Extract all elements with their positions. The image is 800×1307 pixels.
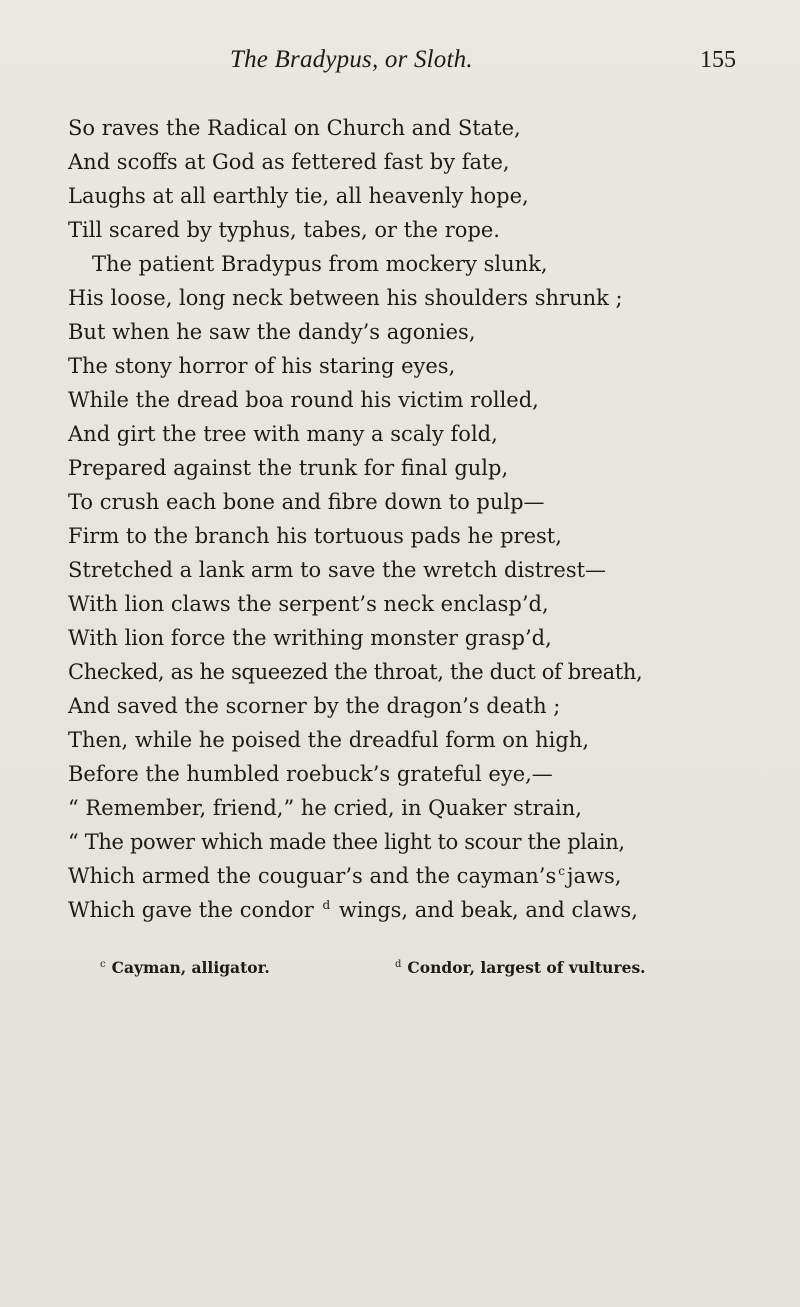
poem-line: To crush each bone and fibre down to pulp— bbox=[68, 490, 545, 514]
poem-line: Then, while he poised the dreadful form on high, bbox=[68, 728, 590, 752]
poem-line: But when he saw the dandy’s agonies, bbox=[68, 320, 476, 344]
poem-line: Prepared against the trunk for final gulp, bbox=[68, 456, 509, 480]
page-number: 155 bbox=[700, 47, 736, 73]
poem-line: And scoffs at God as fettered fast by fate, bbox=[68, 150, 510, 174]
poem-line-text: jaws, bbox=[566, 864, 622, 888]
poem-line: With lion force the writhing monster grasp’d, bbox=[68, 626, 552, 650]
footnote-marker: c bbox=[558, 864, 565, 878]
poem-line bbox=[68, 893, 768, 927]
footnote-d bbox=[395, 958, 646, 977]
poem-line-text: wings, and beak, and claws, bbox=[338, 898, 638, 922]
poem-line: The patient Bradypus from mockery slunk, bbox=[92, 252, 548, 276]
footnote-marker: d bbox=[395, 958, 402, 970]
poem-line: Checked, as he squeezed the throat, the duct of breath, bbox=[68, 660, 643, 684]
poem-line bbox=[68, 859, 768, 893]
running-head: The Bradypus, or Sloth. bbox=[230, 46, 473, 73]
poem-line: And saved the scorner by the dragon’s death ; bbox=[68, 694, 561, 718]
poem-line: Firm to the branch his tortuous pads he prest, bbox=[68, 524, 562, 548]
poem-line: Stretched a lank arm to save the wretch distrest— bbox=[68, 558, 607, 582]
poem-line: Till scared by typhus, tabes, or the rope. bbox=[68, 218, 500, 242]
poem-line: And girt the tree with many a scaly fold, bbox=[68, 422, 498, 446]
poem-line: Before the humbled roebuck’s grateful eye,— bbox=[68, 762, 553, 786]
poem-line: The stony horror of his staring eyes, bbox=[68, 354, 456, 378]
poem-line-text: Which gave the condor bbox=[68, 898, 314, 922]
footnote-marker: c bbox=[100, 958, 106, 970]
footnote-marker: d bbox=[322, 898, 331, 912]
footnote-text: Cayman, alligator. bbox=[111, 958, 270, 977]
footnote-c bbox=[100, 958, 270, 977]
poem-text bbox=[68, 111, 768, 927]
poem-line: Laughs at all earthly tie, all heavenly hope, bbox=[68, 184, 529, 208]
poem-line: “ Remember, friend,” he cried, in Quaker strain, bbox=[68, 796, 582, 820]
poem-line-text: Which armed the couguar’s and the cayman’s bbox=[68, 864, 557, 888]
poem-line: With lion claws the serpent’s neck enclasp’d, bbox=[68, 592, 549, 616]
footnote-text: Condor, largest of vultures. bbox=[407, 958, 646, 977]
poem-line: His loose, long neck between his shoulders shrunk ; bbox=[68, 286, 623, 310]
poem-line: So raves the Radical on Church and State, bbox=[68, 116, 521, 140]
poem-line: “ The power which made thee light to scour the plain, bbox=[68, 830, 625, 854]
poem-line: While the dread boa round his victim rolled, bbox=[68, 388, 539, 412]
